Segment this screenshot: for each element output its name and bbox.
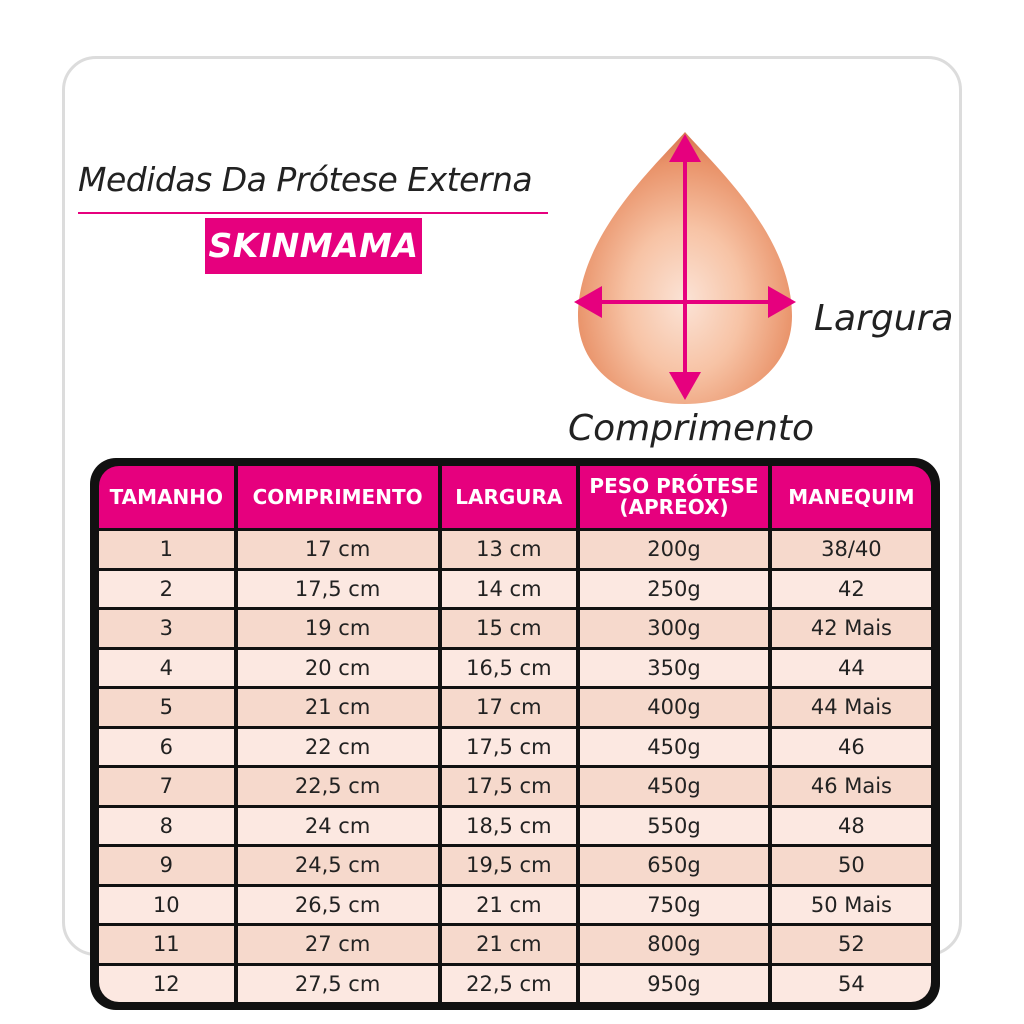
cell-width: 14 cm (442, 571, 577, 608)
cell-width: 19,5 cm (442, 847, 577, 884)
page-title: Medidas Da Prótese Externa (78, 160, 533, 199)
cell-length: 24,5 cm (238, 847, 438, 884)
cell-weight: 750g (580, 887, 768, 924)
table-row (99, 729, 931, 766)
cell-length: 26,5 cm (238, 887, 438, 924)
cell-size: 12 (99, 966, 234, 1003)
header-weight (580, 466, 768, 528)
cell-mannequin: 42 (772, 571, 931, 608)
cell-weight: 400g (580, 689, 768, 726)
size-table (95, 463, 935, 1005)
cell-weight: 650g (580, 847, 768, 884)
width-label: Largura (814, 298, 954, 339)
brand-badge: SKINMAMA (205, 218, 422, 274)
cell-length: 19 cm (238, 610, 438, 647)
cell-weight: 950g (580, 966, 768, 1003)
cell-width: 17,5 cm (442, 729, 577, 766)
cell-size: 10 (99, 887, 234, 924)
header-weight-line2: (APREOX) (619, 495, 729, 519)
cell-weight: 450g (580, 768, 768, 805)
cell-mannequin: 46 (772, 729, 931, 766)
table-row (99, 689, 931, 726)
cell-length: 22,5 cm (238, 768, 438, 805)
cell-weight: 550g (580, 808, 768, 845)
cell-width: 17 cm (442, 689, 577, 726)
cell-mannequin: 48 (772, 808, 931, 845)
cell-size: 5 (99, 689, 234, 726)
table-row (99, 966, 931, 1003)
cell-width: 18,5 cm (442, 808, 577, 845)
cell-length: 27 cm (238, 926, 438, 963)
header-weight-line1: PESO PRÓTESE (589, 474, 759, 498)
size-table-frame (90, 458, 940, 1010)
length-label: Comprimento (568, 408, 815, 449)
table-row (99, 768, 931, 805)
cell-mannequin: 38/40 (772, 531, 931, 568)
cell-size: 3 (99, 610, 234, 647)
cell-width: 15 cm (442, 610, 577, 647)
cell-size: 6 (99, 729, 234, 766)
header-length: COMPRIMENTO (238, 466, 438, 528)
prosthesis-diagram (560, 126, 810, 416)
cell-size: 7 (99, 768, 234, 805)
cell-weight: 350g (580, 650, 768, 687)
cell-weight: 450g (580, 729, 768, 766)
cell-mannequin: 44 Mais (772, 689, 931, 726)
header-size: TAMANHO (99, 466, 234, 528)
table-row (99, 531, 931, 568)
cell-weight: 800g (580, 926, 768, 963)
header-width: LARGURA (442, 466, 577, 528)
cell-mannequin: 46 Mais (772, 768, 931, 805)
cell-size: 8 (99, 808, 234, 845)
cell-size: 4 (99, 650, 234, 687)
cell-length: 17,5 cm (238, 571, 438, 608)
cell-weight: 250g (580, 571, 768, 608)
cell-length: 20 cm (238, 650, 438, 687)
header-mannequin: MANEQUIM (772, 466, 931, 528)
cell-width: 17,5 cm (442, 768, 577, 805)
cell-width: 21 cm (442, 887, 577, 924)
cell-length: 17 cm (238, 531, 438, 568)
table-row (99, 926, 931, 963)
cell-length: 27,5 cm (238, 966, 438, 1003)
cell-length: 24 cm (238, 808, 438, 845)
cell-width: 16,5 cm (442, 650, 577, 687)
cell-width: 13 cm (442, 531, 577, 568)
cell-size: 9 (99, 847, 234, 884)
cell-width: 21 cm (442, 926, 577, 963)
table-header-row (99, 466, 931, 528)
table-row (99, 610, 931, 647)
table-row (99, 571, 931, 608)
table-row (99, 847, 931, 884)
cell-size: 11 (99, 926, 234, 963)
cell-mannequin: 52 (772, 926, 931, 963)
table-row (99, 650, 931, 687)
title-underline (78, 212, 548, 214)
cell-width: 22,5 cm (442, 966, 577, 1003)
cell-size: 2 (99, 571, 234, 608)
cell-mannequin: 42 Mais (772, 610, 931, 647)
cell-size: 1 (99, 531, 234, 568)
cell-mannequin: 50 (772, 847, 931, 884)
cell-length: 21 cm (238, 689, 438, 726)
cell-weight: 300g (580, 610, 768, 647)
cell-mannequin: 44 (772, 650, 931, 687)
table-row (99, 887, 931, 924)
cell-length: 22 cm (238, 729, 438, 766)
cell-mannequin: 54 (772, 966, 931, 1003)
cell-mannequin: 50 Mais (772, 887, 931, 924)
cell-weight: 200g (580, 531, 768, 568)
table-row (99, 808, 931, 845)
